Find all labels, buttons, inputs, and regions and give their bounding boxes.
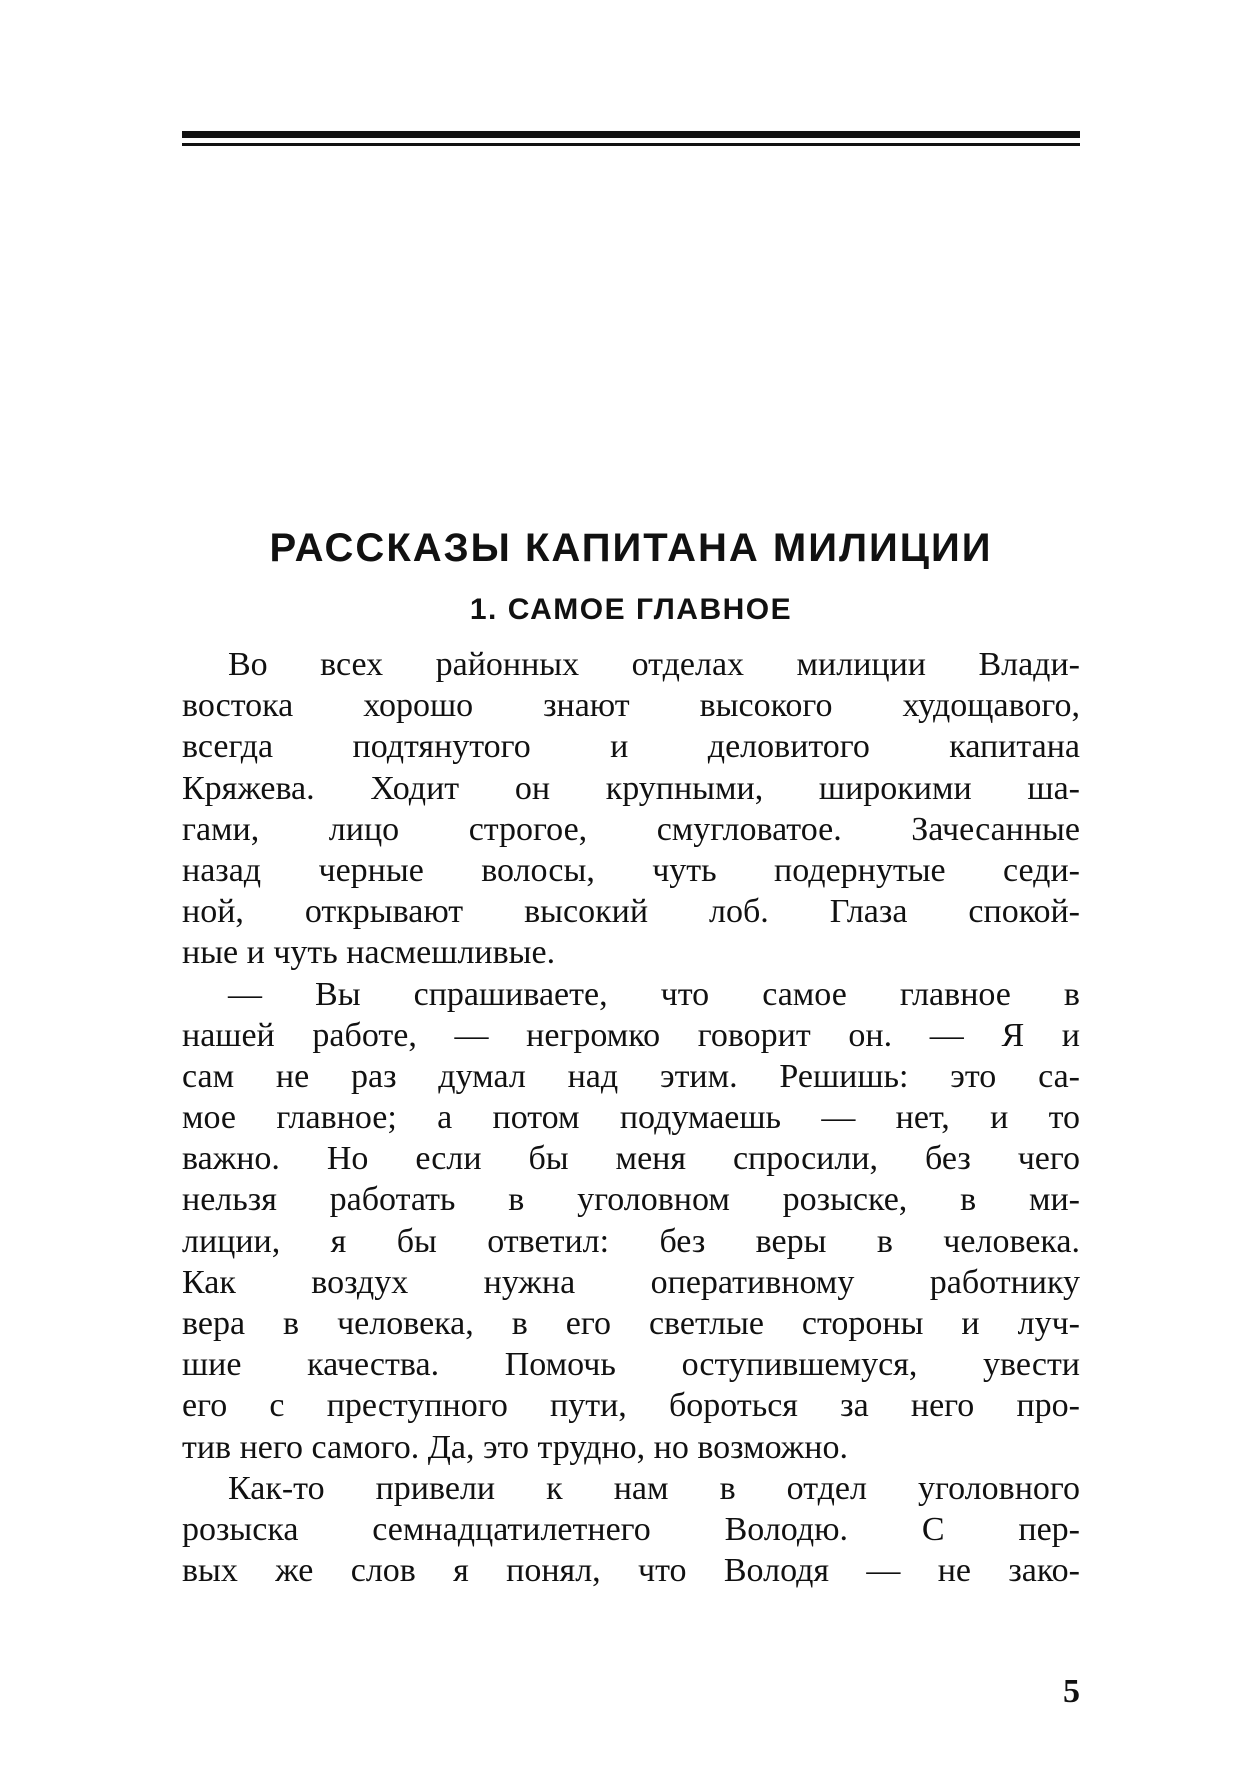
- chapter-title: 1. САМОЕ ГЛАВНОЕ: [469, 593, 793, 626]
- text-line: Кряжева. Ходит он крупными, широкими ша-: [182, 769, 1080, 807]
- text-line: Как воздух нужна оперативному работнику: [182, 1263, 1080, 1301]
- text-line: Как-то привели к нам в отдел уголовного: [228, 1469, 1080, 1507]
- text-line: ные и чуть насмешливые.: [182, 934, 556, 972]
- text-line: шие качества. Помочь оступившемуся, увести: [182, 1346, 1080, 1384]
- text-line: всегда подтянутого и деловитого капитана: [182, 728, 1080, 766]
- text-line: его с преступного пути, бороться за него про-: [182, 1387, 1080, 1425]
- text-line: — Вы спрашиваете, что самое главное в: [228, 975, 1080, 1013]
- text-line: нашей работе, — негромко говорит он. — Я и: [182, 1016, 1080, 1054]
- text-line: вых же слов я понял, что Володя — не зако-: [182, 1552, 1080, 1590]
- text-line: сам не раз думал над этим. Решишь: это са-: [182, 1057, 1080, 1095]
- text-line: востока хорошо знают высокого худощавого,: [182, 687, 1080, 725]
- body-text: [182, 644, 1080, 1591]
- header-rule-thick: [182, 131, 1080, 138]
- text-line: мое главное; а потом подумаешь — нет, и то: [182, 1099, 1080, 1137]
- text-line: лиции, я бы ответил: без веры в человека.: [182, 1222, 1080, 1260]
- text-line: вера в человека, в его светлые стороны и луч-: [182, 1305, 1080, 1342]
- text-line: нельзя работать в уголовном розыске, в ми-: [182, 1181, 1080, 1219]
- text-line: тив него самого. Да, это трудно, но возможно.: [182, 1428, 848, 1466]
- text-line: важно. Но если бы меня спросили, без чего: [182, 1140, 1080, 1178]
- text-line: розыска семнадцатилетнего Володю. С пер-: [182, 1510, 1080, 1548]
- text-line: гами, лицо строгое, смугловатое. Зачесанные: [182, 810, 1080, 848]
- text-line: назад черные волосы, чуть подернутые седи-: [182, 851, 1080, 889]
- page-number: 5: [1063, 1673, 1080, 1710]
- book-title: РАССКАЗЫ КАПИТАНА МИЛИЦИИ: [269, 526, 993, 570]
- header-rule-thin: [182, 143, 1080, 146]
- text-line: ной, открывают высокий лоб. Глаза спокой-: [182, 893, 1080, 931]
- text-line: Во всех районных отделах милиции Влади-: [228, 646, 1080, 683]
